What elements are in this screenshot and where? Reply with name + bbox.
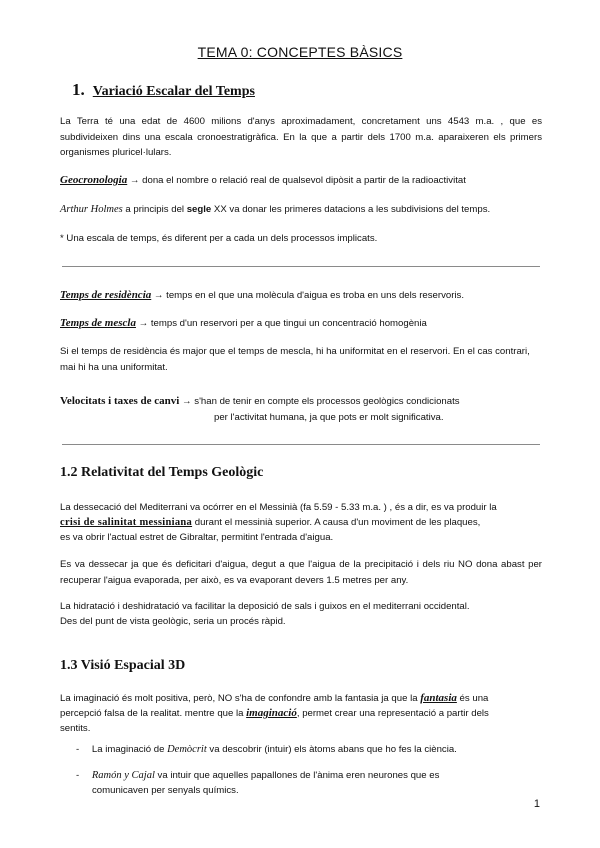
imaginacio-line-1 bbox=[60, 691, 542, 707]
mescla-text: → temps d'un reservori per a que tingui un concentració homogènia bbox=[135, 318, 427, 329]
timescale-note: * Una escala de temps, és diferent per a cada un dels processos implicats. bbox=[60, 233, 378, 244]
messinia-line-2-text: durant el messinià superior. A causa d'un moviment de les plaques, bbox=[192, 517, 481, 528]
intro-paragraph: La Terra té una edat de 4600 milions d'anys aproximadament, concretament uns 4543 m.a. , que es subdivideixen dins una escala cronoestratigràfica. En la que a partir dels 1700 m.a. aparaixeren els primers organismes pluricel·lulars. bbox=[60, 116, 542, 158]
crisi-salinitat-term: crisi de salinitat messiniana bbox=[60, 517, 193, 528]
cajal-name: Ramón y Cajal bbox=[91, 770, 155, 781]
divider-2 bbox=[62, 444, 540, 445]
velocitats-text-2: per l'activitat humana, ja que pots er molt significativa. bbox=[214, 412, 444, 423]
holmes-rest: XX va donar les primeres datacions a les subdivisions del temps. bbox=[211, 204, 491, 215]
list-item-democrit bbox=[76, 744, 457, 755]
velocitats-definition bbox=[60, 394, 542, 410]
geocronologia-term: Geocronologia bbox=[60, 174, 128, 186]
democrit-post: va descobrir (intuir) els àtoms abans que ho fes la ciència. bbox=[206, 744, 457, 755]
hidratacio-line-2: Des del punt de vista geològic, seria un procés ràpid. bbox=[60, 616, 286, 627]
bullet-dash: - bbox=[76, 744, 80, 755]
messinia-line-2 bbox=[60, 515, 542, 531]
fantasia-term: fantasia bbox=[420, 692, 457, 704]
imaginacio-line-2-end: , permet crear una representació a partir dels bbox=[296, 708, 489, 719]
section-3-heading: 1.3 Visió Espacial 3D bbox=[60, 658, 186, 673]
mescla-term: Temps de mescla bbox=[60, 317, 136, 329]
imaginacio-line-1-end: és una bbox=[456, 693, 489, 704]
velocitats-text-1: → s'han de tenir en compte els processos geològics condicionats bbox=[179, 396, 460, 407]
imaginacio-line-3: sentits. bbox=[60, 723, 91, 734]
document-title: TEMA 0: CONCEPTES BÀSICS bbox=[197, 44, 403, 60]
imaginacio-line-2-text: percepció falsa de la realitat. mentre que la bbox=[60, 708, 247, 719]
imaginacio-line-1-text: La imaginació és molt positiva, però, NO s'ha de confondre amb la fantasia ja que la bbox=[60, 693, 421, 704]
geocronologia-text: → dona el nombre o relació real de qualsevol dipòsit a partir de la radioactivitat bbox=[127, 175, 466, 186]
mescla-definition bbox=[60, 316, 542, 332]
residencia-term: Temps de residència bbox=[60, 289, 152, 301]
section-1-title: Variació Escalar del Temps bbox=[92, 84, 255, 99]
holmes-text: a principis del bbox=[122, 204, 187, 215]
cajal-line-2: comunicaven per senyals químics. bbox=[92, 785, 239, 796]
democrit-name: Demòcrit bbox=[167, 744, 207, 755]
residencia-text: → temps en el que una molècula d'aigua es troba en uns dels reservoris. bbox=[151, 290, 464, 301]
residencia-vs-mescla: Si el temps de residència és major que el temps de mescla, hi ha uniformitat en el reservori. En el cas contrari, mai hi ha una uniformitat. bbox=[60, 346, 530, 373]
holmes-paragraph bbox=[60, 202, 542, 218]
messinia-line-1: La dessecació del Mediterrani va ocórrer en el Messinià (fa 5.59 - 5.33 m.a. ) , és a dir, es va produir la bbox=[60, 502, 497, 513]
bullet-dash: - bbox=[76, 770, 80, 781]
dessecacio-paragraph: Es va dessecar ja que és deficitari d'aigua, degut a que l'aigua de la precipitació i dels riu NO dona abast per recuperar l'aigua evaporada, per això, es va evaporant devers 1.5 metres per any. bbox=[60, 559, 542, 586]
holmes-name: Arthur Holmes bbox=[60, 204, 123, 215]
messinia-line-3: es va obrir l'actual estret de Gibraltar, permitint l'entrada d'aigua. bbox=[60, 532, 334, 543]
residencia-definition bbox=[60, 288, 542, 304]
section-1-heading bbox=[72, 80, 255, 100]
geocronologia-definition bbox=[60, 173, 542, 189]
section-1-number: 1. bbox=[72, 80, 85, 99]
imaginacio-term: imaginació bbox=[246, 707, 297, 719]
cajal-post: va intuir que aquelles papallones de l'ànima eren neurones que es bbox=[154, 770, 440, 781]
divider-1 bbox=[62, 266, 540, 267]
hidratacio-line-1: La hidratació i deshidratació va facilitar la deposició de sals i guixos en el mediterrani occidental. bbox=[60, 601, 470, 612]
page-number: 1 bbox=[533, 798, 540, 810]
velocitats-term: Velocitats i taxes de canvi bbox=[60, 395, 180, 407]
democrit-pre: La imaginació de bbox=[91, 744, 168, 755]
list-item-cajal bbox=[76, 770, 439, 781]
imaginacio-line-2 bbox=[60, 706, 542, 722]
section-2-heading: 1.2 Relativitat del Temps Geològic bbox=[60, 465, 264, 480]
holmes-segle: segle bbox=[186, 204, 212, 215]
